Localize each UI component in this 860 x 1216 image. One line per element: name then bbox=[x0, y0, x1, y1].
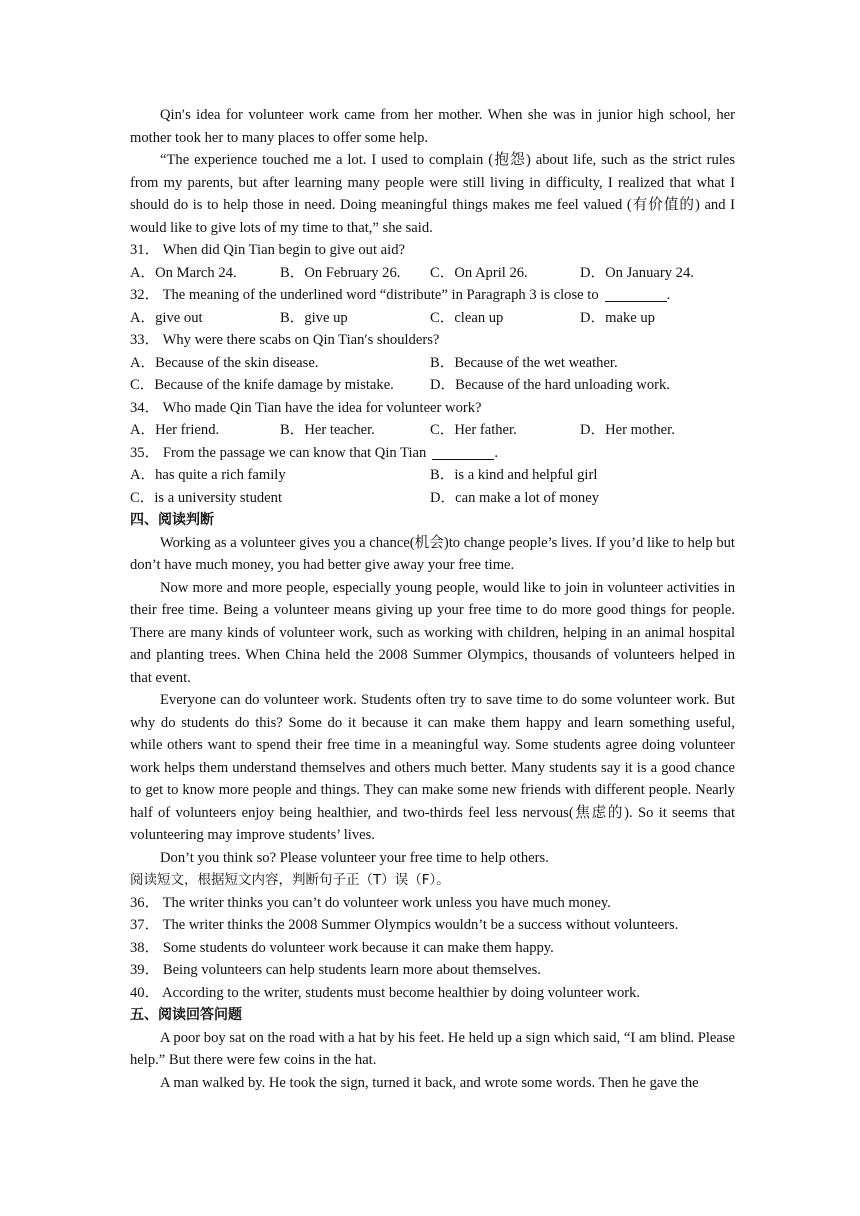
question-35-options-row1 bbox=[130, 464, 735, 487]
option-b: B．give up bbox=[280, 309, 348, 326]
paragraph: Everyone can do volunteer work. Students often try to save time to do some volunteer work. But why do students do this? Some do it because it can make them happy and learn something useful, while others want to spend their free time in a meaningful way. Some students agree doing volunteer work helps them understand themselves and others much better. Many students say it is a good chance to get to know more people and things. They can make some new friends with different people. Nearly half of volunteers enjoy being healthier, and two-thirds feel less nervous(焦虑的). So it seems that volunteering may improve students’ lives. bbox=[130, 692, 735, 843]
paragraph: Now more and more people, especially young people, would like to join in volunteer activities in their free time. Being a volunteer means giving up your free time to do more good things for people. There are many kinds of volunteer work, such as working with children, helping in an animal hospital and planting trees. When China held the 2008 Summer Olympics, thousands of volunteers helped in that event. bbox=[130, 579, 735, 686]
question-31-stem: 31． When did Qin Tian begin to give out aid? bbox=[130, 242, 405, 258]
paragraph: “The experience touched me a lot. I used to complain (抱怨) about life, such as the strict rules from my parents, but after learning many people were still living in difficulty, I realized that what I should do is to help those in need. Doing meaningful things makes me feel valued (有价值的) and I would like to give lots of my time to that,” she said. bbox=[130, 152, 735, 236]
statement-37: 37． The writer thinks the 2008 Summer Olympics wouldn’t be a success without volunteers. bbox=[130, 917, 679, 933]
question-32-stem bbox=[130, 284, 735, 307]
option-b: B．Her teacher. bbox=[280, 422, 375, 438]
answer-blank bbox=[432, 445, 494, 460]
question-34-options bbox=[130, 419, 735, 442]
option-c: C．is a university student bbox=[130, 489, 283, 506]
paragraph: A man walked by. He took the sign, turned it back, and wrote some words. Then he gave the bbox=[160, 1074, 699, 1091]
statement-36: 36． The writer thinks you can’t do volunteer work unless you have much money. bbox=[130, 894, 611, 911]
question-34-stem: 34． Who made Qin Tian have the idea for volunteer work? bbox=[130, 399, 482, 416]
paragraph: Don’t you think so? Please volunteer your free time to help others. bbox=[160, 849, 549, 866]
document-content bbox=[130, 104, 735, 1094]
paragraph: Working as a volunteer gives you a chance(机会)to change people’s lives. If you’d like to help but don’t have much money, you had better give away your free time. bbox=[130, 534, 735, 573]
option-c: C．clean up bbox=[430, 309, 504, 326]
option-d: D．On January 24. bbox=[580, 264, 694, 281]
option-d: D．Her mother. bbox=[580, 422, 675, 438]
option-b: B．Because of the wet weather. bbox=[430, 354, 618, 371]
option-d: D．Because of the hard unloading work. bbox=[430, 377, 670, 393]
option-c: C．Her father. bbox=[430, 422, 517, 438]
question-32-end: . bbox=[666, 287, 671, 303]
statement-39: 39． Being volunteers can help students learn more about themselves. bbox=[130, 962, 541, 978]
option-a: A．Her friend. bbox=[130, 422, 220, 438]
option-a: A．give out bbox=[130, 309, 203, 326]
section-4-heading: 四、阅读判断 bbox=[130, 512, 214, 528]
option-a: A．has quite a rich family bbox=[130, 467, 286, 483]
option-b: B．On February 26. bbox=[280, 264, 401, 281]
question-33-options-row2 bbox=[130, 374, 735, 397]
option-c: C．Because of the knife damage by mistake. bbox=[130, 377, 394, 393]
option-d: D．can make a lot of money bbox=[430, 489, 599, 506]
question-35-options-row2 bbox=[130, 487, 735, 510]
answer-blank bbox=[605, 287, 667, 302]
question-32-options bbox=[130, 307, 735, 330]
statement-38: 38． Some students do volunteer work because it can make them happy. bbox=[130, 939, 554, 956]
question-31-options bbox=[130, 262, 735, 285]
question-32-text: 32． The meaning of the underlined word “distribute” in Paragraph 3 is close to bbox=[130, 287, 599, 303]
option-c: C．On April 26. bbox=[430, 264, 528, 281]
option-a: A．Because of the skin disease. bbox=[130, 354, 319, 371]
option-a: A．On March 24. bbox=[130, 264, 237, 281]
paragraph: A poor boy sat on the road with a hat by his feet. He held up a sign which said, “I am blind. Please help.” But there were few coins in the hat. bbox=[130, 1029, 735, 1068]
question-35-text: 35． From the passage we can know that Qin Tian bbox=[130, 444, 427, 461]
question-35-end: . bbox=[494, 444, 498, 461]
section-5-heading: 五、阅读回答问题 bbox=[130, 1007, 242, 1023]
question-33-stem: 33． Why were there scabs on Qin Tian′s shoulders? bbox=[130, 332, 440, 348]
question-35-stem bbox=[130, 442, 735, 465]
question-33-options-row1 bbox=[130, 352, 735, 375]
section-4-instruction: 阅读短文，根据短文内容，判断句子正（T）误（F）。 bbox=[130, 872, 450, 888]
paragraph: Qin′s idea for volunteer work came from her mother. When she was in junior high school, her mother took her to many places to offer some help. bbox=[130, 107, 735, 146]
option-d: D．make up bbox=[580, 309, 655, 326]
option-b: B．is a kind and helpful girl bbox=[430, 467, 598, 483]
statement-40: 40． According to the writer, students must become healthier by doing volunteer work. bbox=[130, 984, 641, 1001]
